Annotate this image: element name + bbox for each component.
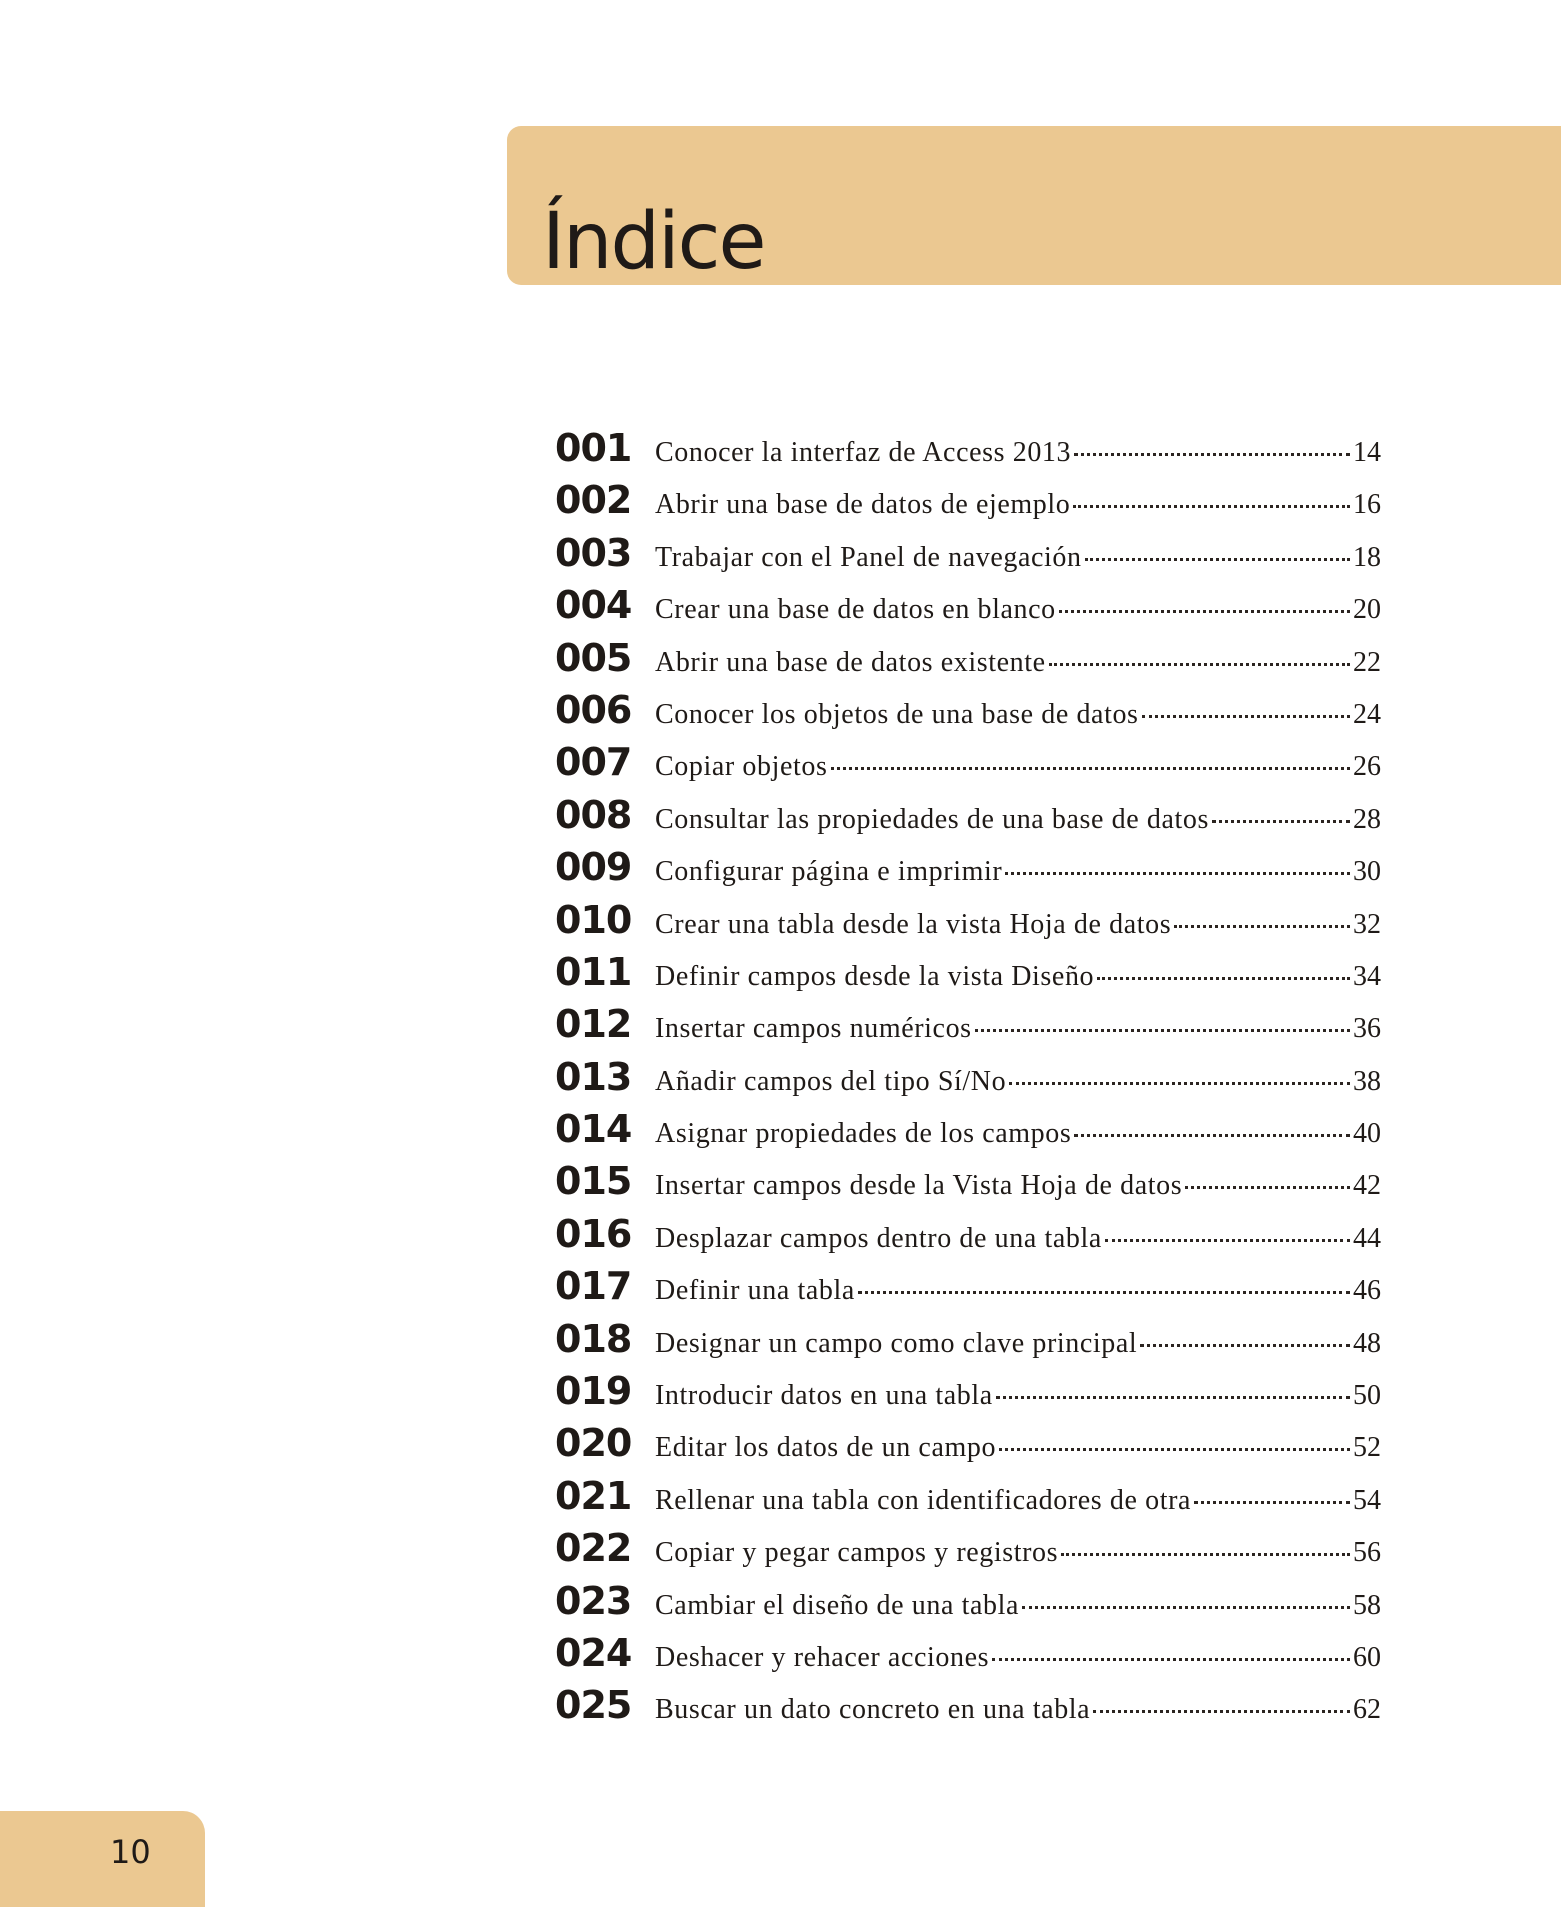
toc-entry-number: 024 [555,1630,632,1675]
toc-entry[interactable] [555,793,1381,845]
dot-leader [1097,977,1350,980]
toc-entry-title: Conocer la interfaz de Access 2013 [655,437,1072,468]
toc-entry[interactable] [555,583,1381,635]
toc-entry[interactable] [555,688,1381,740]
toc-entry-title: Insertar campos desde la Vista Hoja de datos [655,1170,1183,1202]
toc-entry-page: 18 [1353,541,1381,573]
toc-entry-page: 14 [1353,437,1381,468]
toc-entry-number: 006 [555,687,632,732]
toc-entry-number: 021 [555,1473,632,1518]
toc-entry-page: 46 [1353,1275,1381,1307]
dot-leader [999,1448,1350,1451]
toc-entry-title: Abrir una base de datos de ejemplo [655,489,1071,521]
dot-leader [1105,1239,1350,1242]
toc-entry-number: 002 [555,478,632,523]
toc-entry-title: Crear una base de datos en blanco [655,594,1056,626]
toc-entry-title: Editar los datos de un campo [655,1432,997,1464]
toc-entry-number: 013 [555,1054,632,1099]
toc-entry-page: 24 [1353,698,1381,730]
toc-entry-number: 020 [555,1421,632,1466]
toc-entry[interactable] [555,950,1381,1002]
toc-entry-page: 34 [1353,960,1381,992]
toc-entry-title: Copiar objetos [655,751,828,783]
toc-entry-title: Buscar un dato concreto en una tabla [655,1694,1091,1726]
toc-entry-title: Configurar página e imprimir [655,856,1003,888]
toc-entry[interactable] [555,1055,1381,1107]
toc-entry[interactable] [555,426,1381,478]
toc-entry-number: 017 [555,1264,632,1309]
toc-entry-number: 008 [555,792,632,837]
toc-entry[interactable] [555,898,1381,950]
toc-entry-page: 30 [1353,856,1381,888]
toc-entry-page: 44 [1353,1222,1381,1254]
dot-leader [1085,558,1350,561]
dot-leader [975,1029,1350,1032]
toc-entry-number: 014 [555,1107,632,1152]
toc-entry-number: 001 [555,426,632,470]
toc-entry-number: 007 [555,740,632,785]
toc-entry[interactable] [555,636,1381,688]
dot-leader [831,767,1351,770]
toc-entry-page: 52 [1353,1432,1381,1464]
toc-entry-number: 009 [555,845,632,890]
dot-leader [1074,453,1350,456]
dot-leader [1009,1082,1350,1085]
toc-entry-number: 012 [555,1002,632,1047]
dot-leader [1049,663,1350,666]
toc-entry[interactable] [555,1631,1381,1683]
toc-entry-number: 022 [555,1526,632,1571]
toc-entry-page: 50 [1353,1380,1381,1412]
toc-entry-title: Definir campos desde la vista Diseño [655,960,1095,992]
dot-leader [1005,872,1350,875]
dot-leader [1142,715,1350,718]
table-of-contents [555,426,1381,1736]
toc-entry-page: 22 [1353,646,1381,678]
toc-entry-title: Consultar las propiedades de una base de datos [655,803,1210,835]
toc-entry[interactable] [555,1683,1381,1735]
dot-leader [1174,925,1350,928]
toc-entry[interactable] [555,1159,1381,1211]
toc-entry[interactable] [555,1526,1381,1578]
toc-entry[interactable] [555,1317,1381,1369]
dot-leader [1059,610,1350,613]
toc-entry-number: 023 [555,1578,632,1623]
toc-entry-page: 56 [1353,1537,1381,1569]
toc-entry-number: 015 [555,1159,632,1204]
toc-entry-title: Insertar campos numéricos [655,1013,972,1045]
dot-leader [1061,1553,1350,1556]
toc-entry-title: Rellenar una tabla con identificadores de otra [655,1484,1192,1516]
toc-entry-title: Añadir campos del tipo Sí/No [655,1065,1007,1097]
toc-entry-page: 40 [1353,1118,1381,1150]
toc-entry-page: 62 [1353,1694,1381,1726]
toc-entry-title: Copiar y pegar campos y registros [655,1537,1059,1569]
toc-entry-page: 16 [1353,489,1381,521]
toc-entry-title: Cambiar el diseño de una tabla [655,1589,1019,1621]
dot-leader [1140,1344,1350,1347]
toc-entry-number: 019 [555,1369,632,1414]
toc-entry-title: Deshacer y rehacer acciones [655,1641,990,1673]
dot-leader [1022,1606,1350,1609]
toc-entry-page: 60 [1353,1641,1381,1673]
dot-leader [1093,1710,1350,1713]
toc-entry-number: 005 [555,635,632,680]
toc-entry-number: 004 [555,583,632,628]
toc-entry[interactable] [555,1579,1381,1631]
toc-entry-page: 26 [1353,751,1381,783]
toc-entry-page: 54 [1353,1484,1381,1516]
dot-leader [1185,1186,1350,1189]
toc-entry[interactable] [555,1107,1381,1159]
toc-entry-title: Definir una tabla [655,1275,855,1307]
toc-entry-page: 42 [1353,1170,1381,1202]
toc-entry-page: 58 [1353,1589,1381,1621]
toc-entry-title: Desplazar campos dentro de una tabla [655,1222,1102,1254]
toc-entry[interactable] [555,1264,1381,1316]
toc-entry-number: 010 [555,897,632,942]
toc-entry-page: 28 [1353,803,1381,835]
dot-leader [858,1291,1350,1294]
page-number-tab [0,1811,205,1907]
title-band [507,126,1561,285]
toc-entry-number: 003 [555,530,632,575]
dot-leader [1212,820,1350,823]
dot-leader [1074,1134,1350,1137]
toc-entry[interactable] [555,740,1381,792]
toc-entry-title: Abrir una base de datos existente [655,646,1046,678]
toc-entry[interactable] [555,478,1381,530]
dot-leader [996,1396,1350,1399]
toc-entry-page: 20 [1353,594,1381,626]
toc-entry-title: Conocer los objetos de una base de datos [655,698,1139,730]
dot-leader [1073,505,1350,508]
toc-entry-page: 32 [1353,908,1381,940]
toc-entry[interactable] [555,531,1381,583]
page-number: 10 [110,1833,151,1871]
page-title: Índice [542,197,765,287]
toc-entry-page: 38 [1353,1065,1381,1097]
dot-leader [992,1658,1350,1661]
toc-entry[interactable] [555,845,1381,897]
toc-entry-title: Crear una tabla desde la vista Hoja de datos [655,908,1172,940]
toc-entry-number: 016 [555,1211,632,1256]
toc-entry-title: Introducir datos en una tabla [655,1380,993,1412]
toc-entry[interactable] [555,1212,1381,1264]
toc-entry-title: Asignar propiedades de los campos [655,1118,1072,1150]
toc-entry-number: 011 [555,949,632,994]
toc-entry[interactable] [555,1421,1381,1473]
toc-entry[interactable] [555,1369,1381,1421]
toc-entry[interactable] [555,1474,1381,1526]
toc-entry[interactable] [555,1002,1381,1054]
toc-entry-page: 36 [1353,1013,1381,1045]
toc-entry-number: 018 [555,1316,632,1361]
toc-entry-title: Designar un campo como clave principal [655,1327,1138,1359]
toc-entry-title: Trabajar con el Panel de navegación [655,541,1082,573]
toc-entry-number: 025 [555,1683,632,1728]
toc-entry-page: 48 [1353,1327,1381,1359]
dot-leader [1194,1501,1350,1504]
